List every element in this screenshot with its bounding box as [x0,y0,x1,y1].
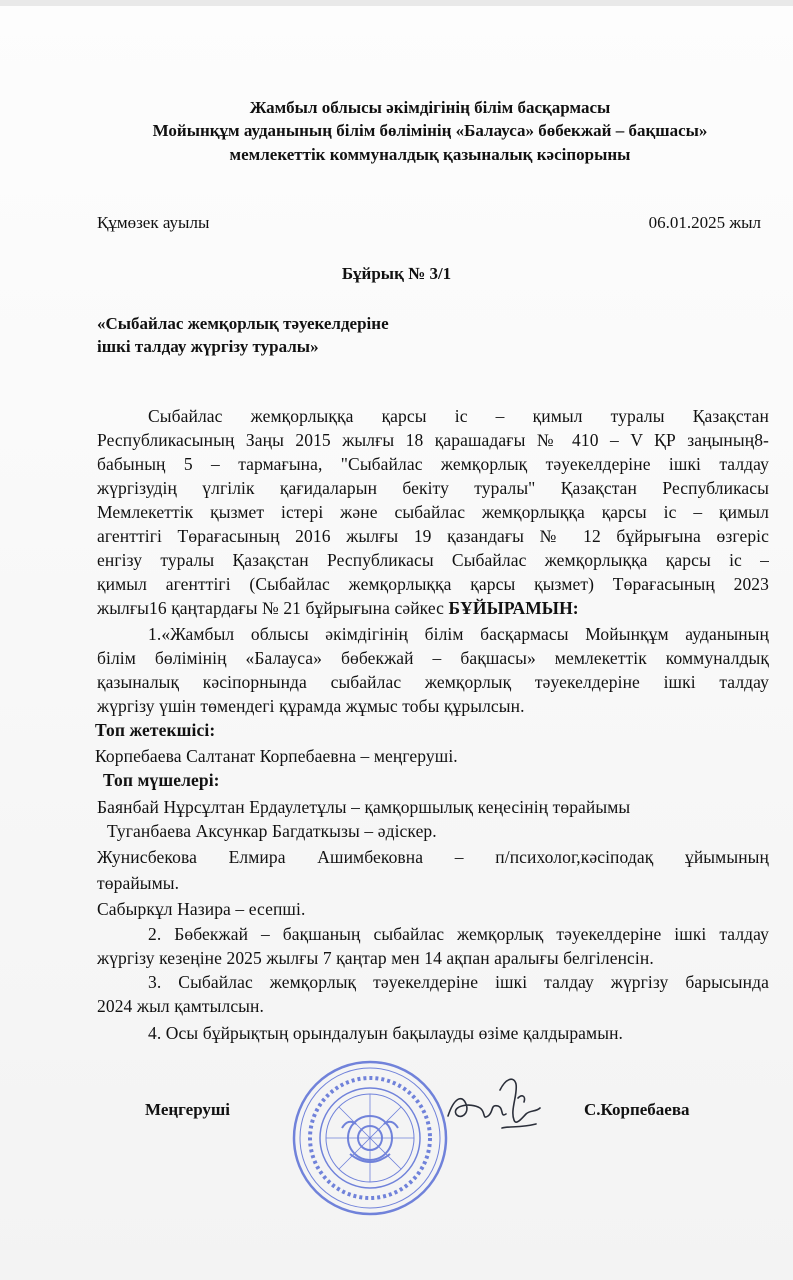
photo-top-edge [0,0,793,6]
body-line: Республикасының Заңы 2015 жылғы 18 қарашадағы № 410 – V ҚР заңының8- [97,430,769,450]
header-line-1: Жамбыл облысы әкімдігінің білім басқармасы [249,98,611,117]
signature-name: С.Корпебаева [584,1100,690,1119]
body-line: 3. Сыбайлас жемқорлық тәуекелдеріне ішкі талдау жүргізу барысында [148,972,769,992]
body-line: Мемлекеттік қызмет істері және сыбайлас жемқорлыққа қарсы іс – қимыл [97,502,769,522]
body-text: жылғы16 қаңтардағы № 21 бұйрығына сәйкес [97,598,445,618]
body-line: жүргізу үшін төмендегі құрамда жұмыс тобы құрылсын. [97,696,525,716]
body-line: 4. Осы бұйрықтың орындалуын бақылауды өзіме қалдырамын. [148,1023,624,1043]
body-line: қазыналық кәсіпорнында сыбайлас жемқорлық тәуекелдеріне ішкі талдау [97,672,769,692]
body-line: жүргізу кезеңіне 2025 жылғы 7 қаңтар мен 14 ақпан аралығы белгіленсін. [97,948,654,968]
members-heading: Топ мүшелері: [103,770,220,790]
member: төрайымы. [97,873,180,893]
member: Жунисбекова Елмира Ашимбековна – п/психолог,кәсіподақ ұйымының [97,847,769,867]
body-line: агенттігі Төрағасының 2016 жылғы 19 қазандағы № 12 бұйрығына өзгеріс [97,526,769,546]
member: Сабыркұл Назира – есепші. [97,899,306,919]
body-line: қимыл агенттігі (Сыбайлас жемқорлыққа қарсы қызмет) Төрағасының 2023 [97,574,769,594]
member: Баянбай Нұрсұлтан Ердаулетұлы – қамқоршылық кеңесінің төрайымы [97,797,631,817]
body-line: енгізу туралы Қазақстан Республикасы Сыбайлас жемқорлыққа қарсы іс – [97,550,769,570]
subject-line-1: «Сыбайлас жемқорлық тәуекелдеріне [97,314,389,333]
body-line: 2. Бөбекжай – бақшаның сыбайлас жемқорлық тәуекелдеріне ішкі талдау [148,924,769,944]
order-verb: БҰЙЫРАМЫН: [448,598,579,618]
place: Құмөзек ауылы [97,213,210,232]
member: Туганбаева Аксункар Багдаткызы – әдіскер. [107,821,437,841]
header-line-2: Мойынқұм ауданының білім бөлімінің «Балауса» бөбекжай – бақшасы» [152,121,708,140]
order-title: Бұйрық № 3/1 [341,264,452,283]
leader-heading: Топ жетекшісі: [95,720,216,740]
body-line: 1.«Жамбыл облысы әкімдігінің білім басқармасы Мойынқұм ауданының [148,624,769,644]
leader: Корпебаева Салтанат Корпебаевна – меңгеруші. [95,746,458,766]
subject-line-2: ішкі талдау жүргізу туралы» [97,337,319,356]
order-subject [97,312,389,358]
signature-role: Меңгеруші [145,1100,231,1119]
body-line: бабының 5 – тармағына, "Сыбайлас жемқорлық тәуекелдеріне ішкі талдау [97,454,769,474]
official-stamp-icon [290,1058,450,1218]
body-line [97,598,769,619]
body-line: 2024 жыл қамтылсын. [97,996,264,1016]
date: 06.01.2025 жыл [648,213,761,232]
handwritten-signature-icon [440,1068,550,1148]
body-line: білім бөлімінің «Балауса» бөбекжай – бақшасы» мемлекеттік коммуналдық [97,648,769,668]
body-line: жүргізудің үлгілік қағидаларын бекіту туралы" Қазақстан Республикасы [97,478,769,498]
header-line-3: мемлекеттік коммуналдық қазыналық кәсіпорыны [229,145,631,164]
body-line: Сыбайлас жемқорлыққа қарсы іс – қимыл туралы Қазақстан [148,406,769,426]
